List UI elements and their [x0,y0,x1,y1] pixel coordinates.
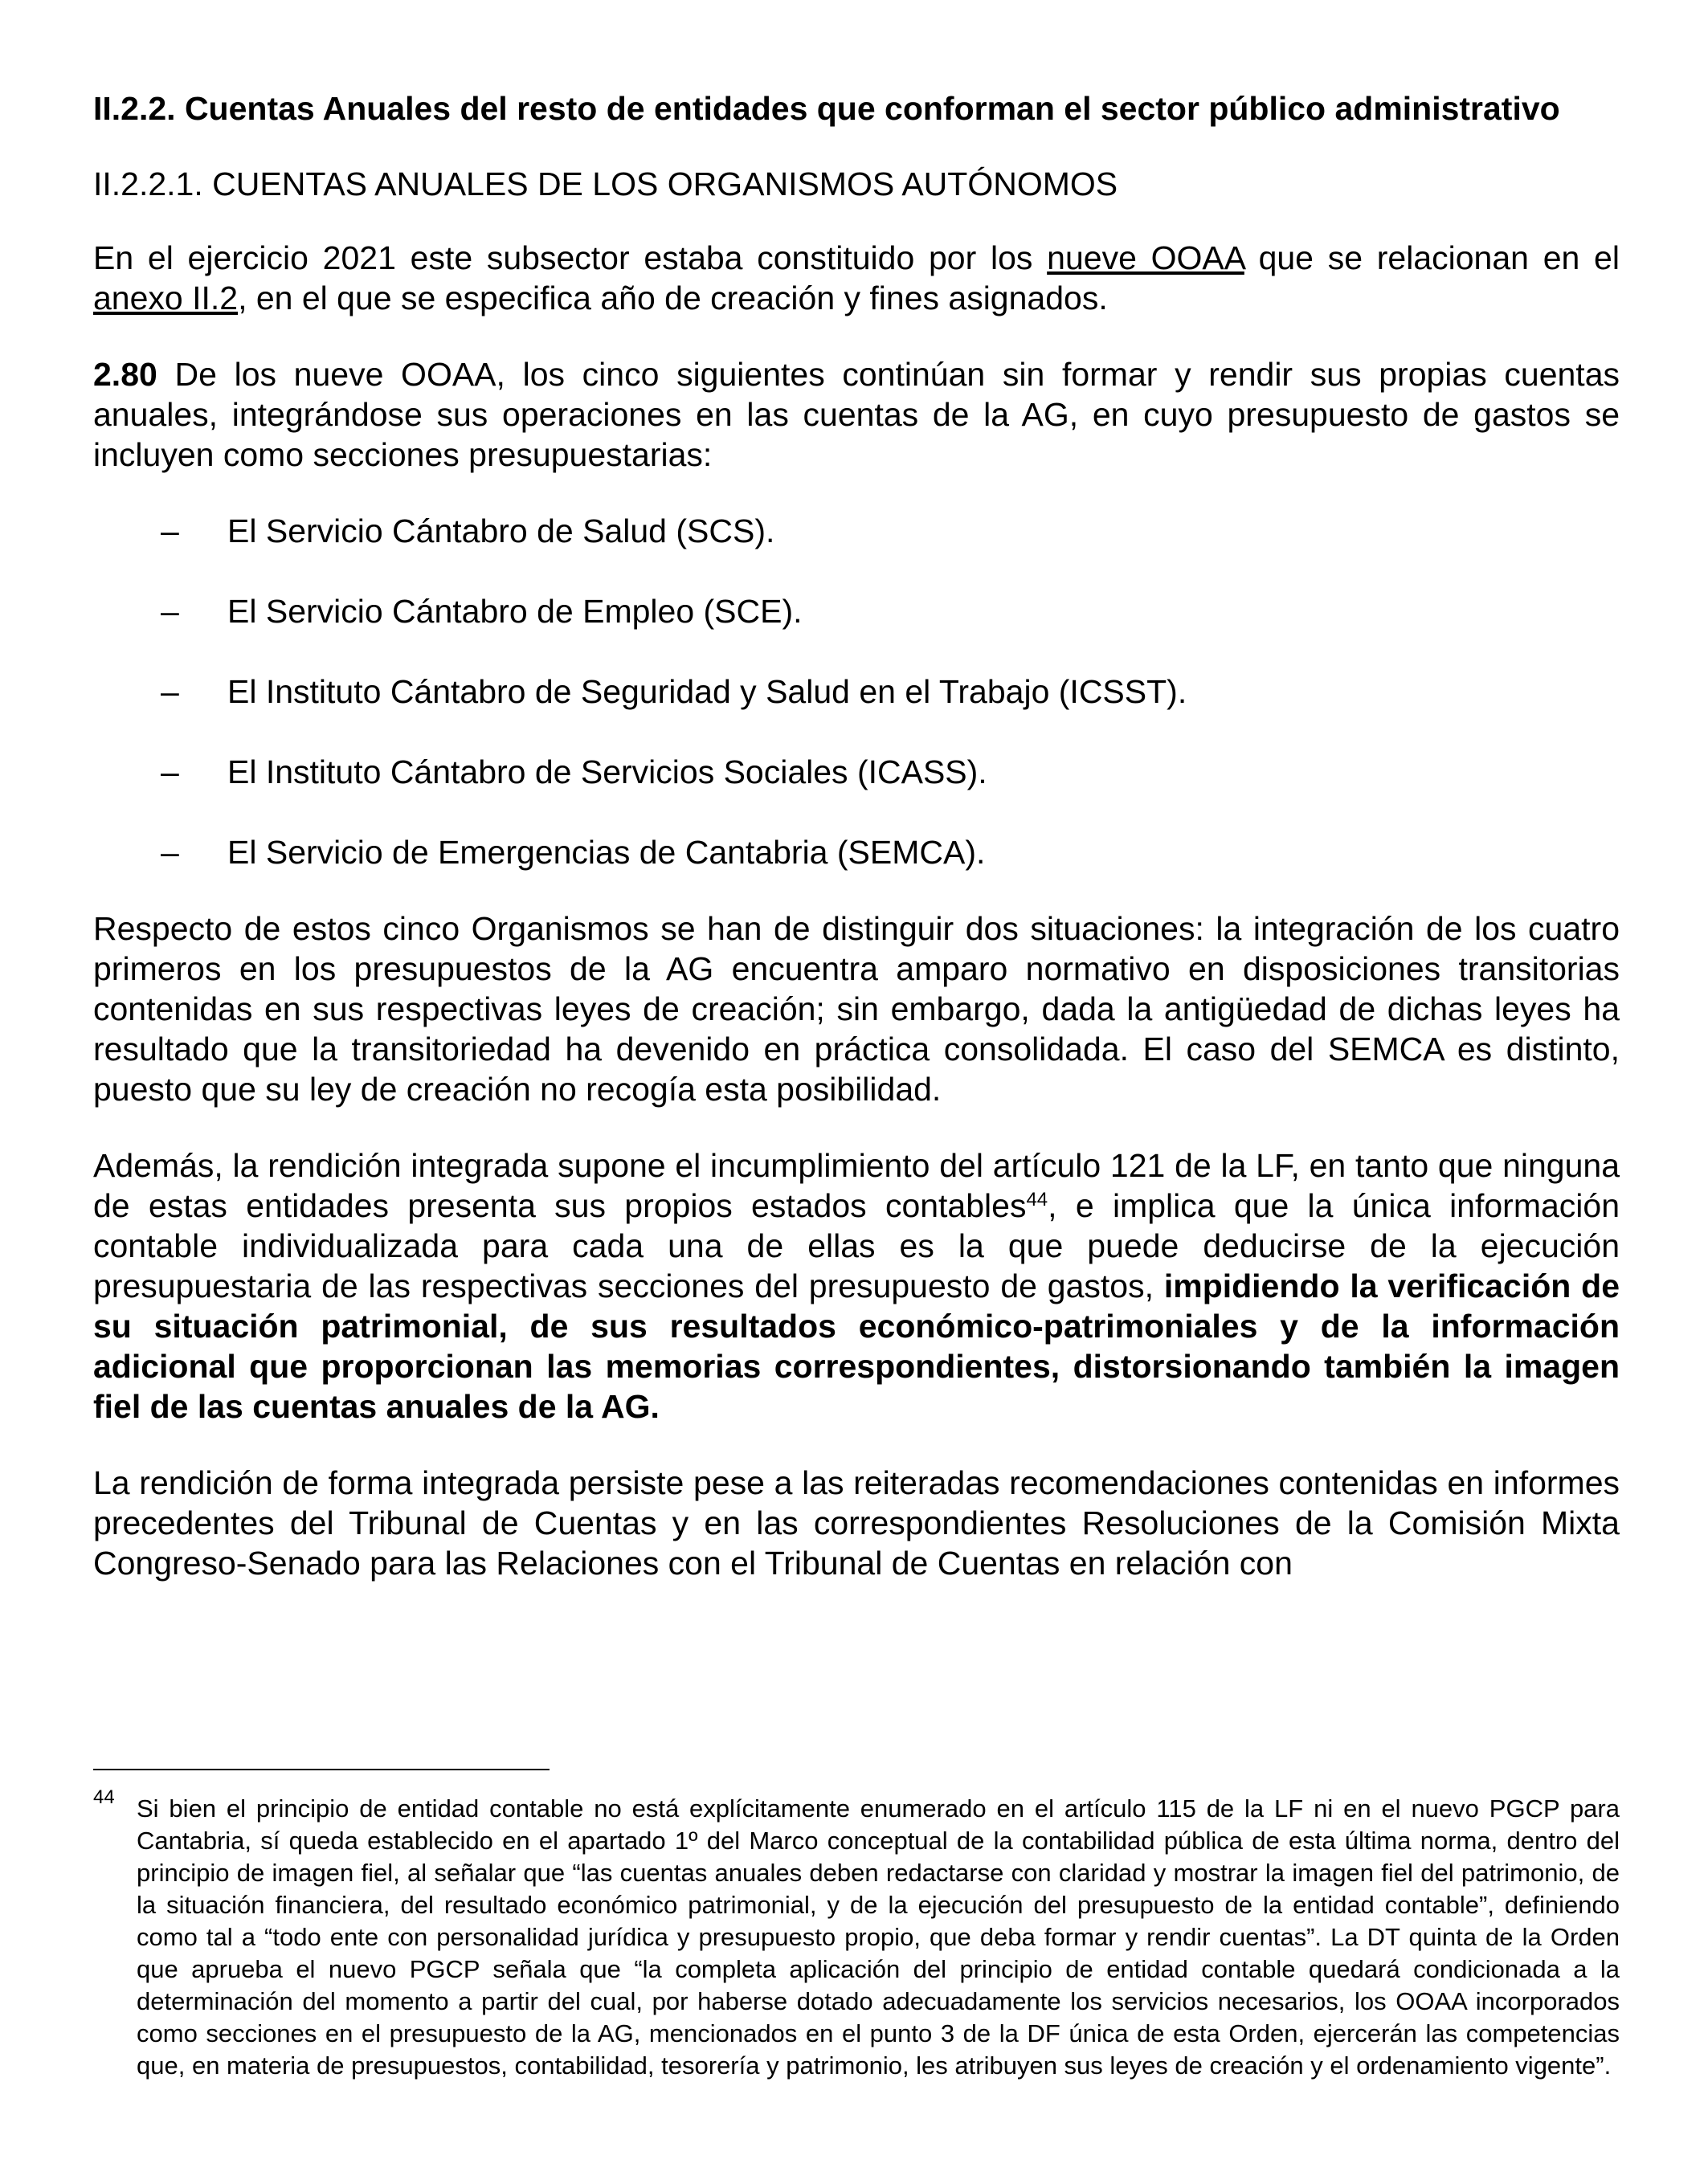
list-item-text: El Instituto Cántabro de Seguridad y Salud en el Trabajo (ICSST). [227,673,1187,710]
paragraph-number: 2.80 [93,356,157,393]
subsection-heading: II.2.2.1. CUENTAS ANUALES DE LOS ORGANISMOS AUTÓNOMOS [93,165,1118,202]
intro-text-2: que se relacionan en el [1244,239,1620,276]
paragraph-2-80 [93,354,1620,475]
paragraph-respecto: Respecto de estos cinco Organismos se han de distinguir dos situaciones: la integración de los cuatro primeros en los presupuestos de la AG encuentra amparo normativo en disposiciones transitorias contenidas en sus respectivas leyes de creación; sin embargo, dada la antigüedad de dichas leyes ha resultado que la transitoriedad ha devenido en práctica consolidada. El caso del SEMCA es distinto, puesto que su ley de creación no recogía esta posibilidad. [93,910,1620,1108]
intro-text-3: , en el que se especifica año de creación y fines asignados. [238,280,1108,316]
section-heading: II.2.2. Cuentas Anuales del resto de entidades que conforman el sector público administrativo [93,90,1560,127]
list-item [93,511,1620,551]
list-item-text: El Servicio Cántabro de Salud (SCS). [227,512,775,549]
footnote-number: 44 [93,1786,115,1808]
footnote-text: Si bien el principio de entidad contable no está explícitamente enumerado en el artículo 115 de la LF ni en el nuevo PGCP para Cantabria, sí queda establecido en el apartado 1º del Marco conceptual de la contabilidad pública de esta última norma, dentro del principio de imagen fiel, al señalar que “las cuentas anuales deben redactarse con claridad y mostrar la imagen fiel del patrimonio, de la situación financiera, del resultado económico patrimonial, y de la ejecución del presupuesto de la entidad contable”, definiendo como tal a “todo ente con personalidad jurídica y presupuesto propio, que deba formar y rendir cuentas”. La DT quinta de la Orden que aprueba el nuevo PGCP señala que “la completa aplicación del principio de entidad contable quedará condicionada a la determinación del momento a partir del cual, por haberse dotado adecuadamente los servicios necesarios, los OOAA incorporados como secciones en el presupuesto de la AG, mencionados en el punto 3 de la DF única de esta Orden, ejercerán las competencias que, en materia de presupuestos, contabilidad, tesorería y patrimonio, les atribuyen sus leyes de creación y el ordenamiento vigente”. [137,1794,1620,2080]
intro-paragraph [93,238,1620,318]
list-item [93,752,1620,792]
list-item-text: El Servicio Cántabro de Empleo (SCE). [227,593,803,630]
list-item-text: El Instituto Cántabro de Servicios Sociales (ICASS). [227,753,987,790]
nueve-ooaa-link[interactable]: nueve OOAA [1047,239,1244,276]
paragraph-ademas [93,1145,1620,1427]
dash-bullet: – [161,593,179,630]
list-item [93,591,1620,631]
anexo-link[interactable]: anexo II.2 [93,280,239,316]
dash-bullet: – [161,673,179,710]
paragraph-ademas-text-1: Además, la rendición integrada supone el incumplimiento del artículo 121 de la LF, en tanto que ninguna de estas entidades presenta sus propios estados contables [93,1147,1620,1224]
intro-text-1: En el ejercicio 2021 este subsector estaba constituido por los [93,239,1048,276]
list-item-text: El Servicio de Emergencias de Cantabria (SEMCA). [227,834,986,871]
document-page [93,88,1620,1583]
list-item [93,832,1620,872]
paragraph-ademas-text-2: , e implica que la única información contable individualizada para cada una de ellas es la que puede deducirse de la ejecución presupuestaria de las respectivas secciones del presupuesto de gastos, [93,1187,1620,1304]
footnote-reference[interactable]: 44 [1026,1189,1048,1210]
footnote-separator [93,1769,550,1770]
dash-bullet: – [161,834,179,871]
footnote [93,1786,1620,2082]
paragraph-2-80-text: De los nueve OOAA, los cinco siguientes continúan sin formar y rendir sus propias cuentas anuales, integrándose sus operaciones en las cuentas de la AG, en cuyo presupuesto de gastos se incluyen como secciones presupuestarias: [93,356,1620,473]
list-item [93,672,1620,712]
dash-bullet: – [161,512,179,549]
organisms-list [93,511,1620,872]
paragraph-rendicion: La rendición de forma integrada persiste pese a las reiteradas recomendaciones contenidas en informes precedentes del Tribunal de Cuentas y en las correspondientes Resoluciones de la Comisión Mixta Congreso-Senado para las Relaciones con el Tribunal de Cuentas en relación con [93,1464,1620,1582]
paragraph-ademas-bold: impidiendo la verificación de su situación patrimonial, de sus resultados económico-patrimoniales y de la información adicional que proporcionan las memorias correspondientes, distorsionando también la imagen fiel de las cuentas anuales de la AG. [93,1268,1620,1425]
dash-bullet: – [161,753,179,790]
